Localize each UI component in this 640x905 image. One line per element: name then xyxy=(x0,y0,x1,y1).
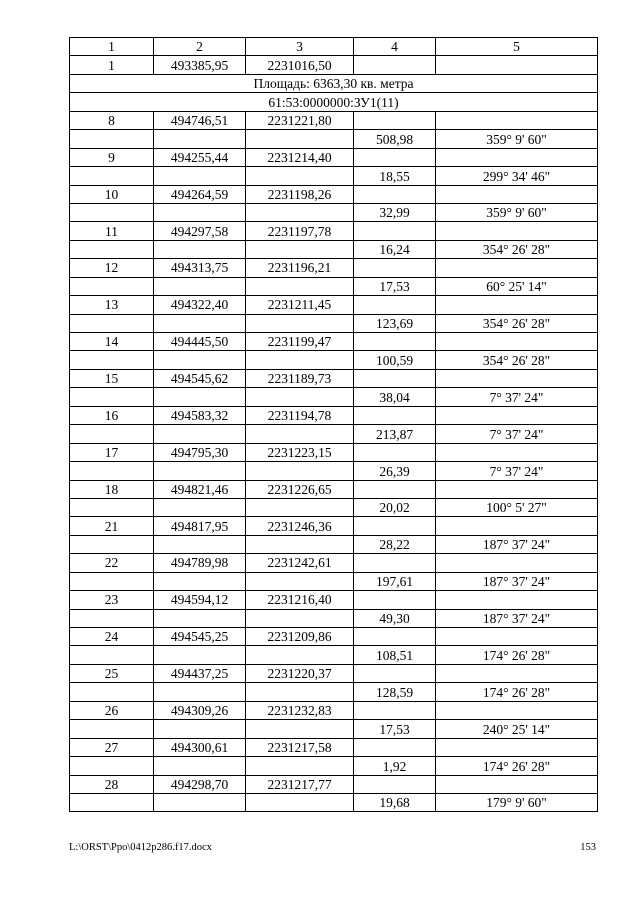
table-row xyxy=(70,259,598,277)
segment-row xyxy=(70,572,598,590)
empty-cell xyxy=(246,462,354,480)
segment-length: 49,30 xyxy=(354,609,436,627)
segment-row xyxy=(70,277,598,295)
empty-cell xyxy=(436,664,598,682)
empty-cell xyxy=(246,683,354,701)
direction-angle: 359° 9' 60" xyxy=(436,130,598,148)
x-coordinate: 494309,26 xyxy=(154,701,246,719)
empty-cell xyxy=(436,222,598,240)
point-number: 16 xyxy=(70,406,154,424)
empty-cell xyxy=(70,277,154,295)
y-coordinate: 2231232,83 xyxy=(246,701,354,719)
y-coordinate: 2231197,78 xyxy=(246,222,354,240)
empty-cell xyxy=(70,462,154,480)
header-cell: 2 xyxy=(154,38,246,56)
area-row xyxy=(70,74,598,92)
table-row xyxy=(70,591,598,609)
point-number: 24 xyxy=(70,628,154,646)
empty-cell xyxy=(436,56,598,74)
empty-cell xyxy=(436,628,598,646)
empty-cell xyxy=(354,406,436,424)
empty-cell xyxy=(154,167,246,185)
table-row xyxy=(70,554,598,572)
y-coordinate: 2231199,47 xyxy=(246,333,354,351)
header-cell: 1 xyxy=(70,38,154,56)
empty-cell xyxy=(354,259,436,277)
x-coordinate: 494298,70 xyxy=(154,775,246,793)
y-coordinate: 2231221,80 xyxy=(246,111,354,129)
segment-row xyxy=(70,498,598,516)
point-number: 12 xyxy=(70,259,154,277)
footer-file-path: L:\ORST\Ppo\0412p286.f17.docx xyxy=(69,842,212,853)
table-row xyxy=(70,185,598,203)
empty-cell xyxy=(154,683,246,701)
empty-cell xyxy=(154,757,246,775)
segment-length: 108,51 xyxy=(354,646,436,664)
segment-length: 508,98 xyxy=(354,130,436,148)
direction-angle: 7° 37' 24" xyxy=(436,425,598,443)
x-coordinate: 494817,95 xyxy=(154,517,246,535)
empty-cell xyxy=(70,425,154,443)
direction-angle: 299° 34' 46" xyxy=(436,167,598,185)
point-number: 14 xyxy=(70,333,154,351)
point-number: 18 xyxy=(70,480,154,498)
segment-length: 213,87 xyxy=(354,425,436,443)
empty-cell xyxy=(436,443,598,461)
plot-id: 61:53:0000000:ЗУ1(11) xyxy=(70,93,598,111)
empty-cell xyxy=(246,203,354,221)
segment-length: 128,59 xyxy=(354,683,436,701)
empty-cell xyxy=(354,222,436,240)
x-coordinate: 494445,50 xyxy=(154,333,246,351)
y-coordinate: 2231217,58 xyxy=(246,738,354,756)
direction-angle: 187° 37' 24" xyxy=(436,535,598,553)
segment-row xyxy=(70,130,598,148)
empty-cell xyxy=(70,351,154,369)
x-coordinate: 494255,44 xyxy=(154,148,246,166)
table-row xyxy=(70,56,598,74)
y-coordinate: 2231216,40 xyxy=(246,591,354,609)
table-row xyxy=(70,111,598,129)
empty-cell xyxy=(354,775,436,793)
table-row xyxy=(70,222,598,240)
segment-row xyxy=(70,425,598,443)
empty-cell xyxy=(246,498,354,516)
empty-cell xyxy=(154,425,246,443)
segment-row xyxy=(70,609,598,627)
point-number: 8 xyxy=(70,111,154,129)
empty-cell xyxy=(436,333,598,351)
point-number: 25 xyxy=(70,664,154,682)
empty-cell xyxy=(154,203,246,221)
header-row xyxy=(70,38,598,56)
empty-cell xyxy=(354,628,436,646)
x-coordinate: 494313,75 xyxy=(154,259,246,277)
empty-cell xyxy=(70,314,154,332)
segment-row xyxy=(70,203,598,221)
empty-cell xyxy=(70,498,154,516)
empty-cell xyxy=(354,443,436,461)
segment-length: 16,24 xyxy=(354,240,436,258)
y-coordinate: 2231220,37 xyxy=(246,664,354,682)
empty-cell xyxy=(70,757,154,775)
empty-cell xyxy=(436,591,598,609)
empty-cell xyxy=(246,609,354,627)
empty-cell xyxy=(154,646,246,664)
empty-cell xyxy=(354,664,436,682)
point-number: 15 xyxy=(70,369,154,387)
empty-cell xyxy=(154,388,246,406)
segment-length: 1,92 xyxy=(354,757,436,775)
empty-cell xyxy=(436,296,598,314)
x-coordinate: 494300,61 xyxy=(154,738,246,756)
direction-angle: 174° 26' 28" xyxy=(436,646,598,664)
segment-length: 32,99 xyxy=(354,203,436,221)
empty-cell xyxy=(354,148,436,166)
empty-cell xyxy=(70,203,154,221)
segment-length: 17,53 xyxy=(354,277,436,295)
area-label: Площадь: 6363,30 кв. метра xyxy=(70,74,598,92)
empty-cell xyxy=(154,498,246,516)
table-row xyxy=(70,480,598,498)
segment-length: 28,22 xyxy=(354,535,436,553)
x-coordinate: 494322,40 xyxy=(154,296,246,314)
direction-angle: 354° 26' 28" xyxy=(436,314,598,332)
footer-page-number: 153 xyxy=(580,842,596,853)
point-number: 27 xyxy=(70,738,154,756)
empty-cell xyxy=(70,609,154,627)
direction-angle: 354° 26' 28" xyxy=(436,351,598,369)
direction-angle: 240° 25' 14" xyxy=(436,720,598,738)
y-coordinate: 2231226,65 xyxy=(246,480,354,498)
point-number: 28 xyxy=(70,775,154,793)
empty-cell xyxy=(436,701,598,719)
segment-row xyxy=(70,535,598,553)
segment-length: 19,68 xyxy=(354,793,436,811)
empty-cell xyxy=(154,572,246,590)
header-cell: 5 xyxy=(436,38,598,56)
y-coordinate: 2231217,77 xyxy=(246,775,354,793)
empty-cell xyxy=(246,425,354,443)
empty-cell xyxy=(246,314,354,332)
point-number: 13 xyxy=(70,296,154,314)
y-coordinate: 2231209,86 xyxy=(246,628,354,646)
empty-cell xyxy=(70,720,154,738)
table-row xyxy=(70,738,598,756)
x-coordinate: 494264,59 xyxy=(154,185,246,203)
table-row xyxy=(70,701,598,719)
empty-cell xyxy=(354,554,436,572)
empty-cell xyxy=(154,535,246,553)
table-row xyxy=(70,443,598,461)
x-coordinate: 494437,25 xyxy=(154,664,246,682)
table-row xyxy=(70,296,598,314)
direction-angle: 174° 26' 28" xyxy=(436,683,598,701)
empty-cell xyxy=(246,130,354,148)
empty-cell xyxy=(70,388,154,406)
segment-row xyxy=(70,757,598,775)
segment-row xyxy=(70,462,598,480)
empty-cell xyxy=(70,646,154,664)
direction-angle: 359° 9' 60" xyxy=(436,203,598,221)
empty-cell xyxy=(436,185,598,203)
empty-cell xyxy=(354,369,436,387)
table-row xyxy=(70,333,598,351)
x-coordinate: 494545,62 xyxy=(154,369,246,387)
empty-cell xyxy=(154,720,246,738)
empty-cell xyxy=(354,480,436,498)
point-number: 11 xyxy=(70,222,154,240)
direction-angle: 7° 37' 24" xyxy=(436,388,598,406)
empty-cell xyxy=(354,185,436,203)
table-row xyxy=(70,148,598,166)
coordinates-table xyxy=(69,37,598,812)
empty-cell xyxy=(436,406,598,424)
segment-row xyxy=(70,646,598,664)
empty-cell xyxy=(154,609,246,627)
plot-id-row xyxy=(70,93,598,111)
empty-cell xyxy=(246,646,354,664)
point-number: 26 xyxy=(70,701,154,719)
empty-cell xyxy=(436,738,598,756)
table-row xyxy=(70,775,598,793)
direction-angle: 354° 26' 28" xyxy=(436,240,598,258)
empty-cell xyxy=(70,130,154,148)
empty-cell xyxy=(436,517,598,535)
empty-cell xyxy=(246,388,354,406)
x-coordinate: 494789,98 xyxy=(154,554,246,572)
point-number: 21 xyxy=(70,517,154,535)
x-coordinate: 494746,51 xyxy=(154,111,246,129)
empty-cell xyxy=(246,277,354,295)
segment-row xyxy=(70,240,598,258)
direction-angle: 187° 37' 24" xyxy=(436,609,598,627)
header-cell: 3 xyxy=(246,38,354,56)
point-number: 10 xyxy=(70,185,154,203)
point-number: 1 xyxy=(70,56,154,74)
x-coordinate: 494821,46 xyxy=(154,480,246,498)
empty-cell xyxy=(246,167,354,185)
segment-length: 38,04 xyxy=(354,388,436,406)
empty-cell xyxy=(154,462,246,480)
point-number: 22 xyxy=(70,554,154,572)
header-cell: 4 xyxy=(354,38,436,56)
x-coordinate: 493385,95 xyxy=(154,56,246,74)
table-row xyxy=(70,406,598,424)
point-number: 23 xyxy=(70,591,154,609)
table-row xyxy=(70,369,598,387)
empty-cell xyxy=(70,240,154,258)
empty-cell xyxy=(354,296,436,314)
empty-cell xyxy=(436,554,598,572)
empty-cell xyxy=(354,56,436,74)
direction-angle: 7° 37' 24" xyxy=(436,462,598,480)
segment-length: 197,61 xyxy=(354,572,436,590)
empty-cell xyxy=(154,314,246,332)
segment-length: 123,69 xyxy=(354,314,436,332)
segment-row xyxy=(70,388,598,406)
empty-cell xyxy=(70,167,154,185)
empty-cell xyxy=(436,259,598,277)
empty-cell xyxy=(436,775,598,793)
segment-length: 18,55 xyxy=(354,167,436,185)
y-coordinate: 2231196,21 xyxy=(246,259,354,277)
y-coordinate: 2231246,36 xyxy=(246,517,354,535)
empty-cell xyxy=(246,757,354,775)
y-coordinate: 2231189,73 xyxy=(246,369,354,387)
y-coordinate: 2231194,78 xyxy=(246,406,354,424)
segment-length: 17,53 xyxy=(354,720,436,738)
x-coordinate: 494583,32 xyxy=(154,406,246,424)
direction-angle: 60° 25' 14" xyxy=(436,277,598,295)
empty-cell xyxy=(70,535,154,553)
empty-cell xyxy=(246,240,354,258)
segment-row xyxy=(70,351,598,369)
empty-cell xyxy=(70,793,154,811)
empty-cell xyxy=(436,148,598,166)
direction-angle: 174° 26' 28" xyxy=(436,757,598,775)
y-coordinate: 2231016,50 xyxy=(246,56,354,74)
table-row xyxy=(70,628,598,646)
empty-cell xyxy=(154,351,246,369)
segment-row xyxy=(70,167,598,185)
empty-cell xyxy=(354,701,436,719)
empty-cell xyxy=(154,793,246,811)
segment-length: 20,02 xyxy=(354,498,436,516)
empty-cell xyxy=(436,111,598,129)
empty-cell xyxy=(354,111,436,129)
x-coordinate: 494297,58 xyxy=(154,222,246,240)
empty-cell xyxy=(154,130,246,148)
segment-length: 26,39 xyxy=(354,462,436,480)
direction-angle: 100° 5' 27" xyxy=(436,498,598,516)
table-row xyxy=(70,517,598,535)
x-coordinate: 494795,30 xyxy=(154,443,246,461)
y-coordinate: 2231211,45 xyxy=(246,296,354,314)
empty-cell xyxy=(246,793,354,811)
y-coordinate: 2231223,15 xyxy=(246,443,354,461)
empty-cell xyxy=(354,333,436,351)
direction-angle: 179° 9' 60" xyxy=(436,793,598,811)
empty-cell xyxy=(246,572,354,590)
empty-cell xyxy=(70,683,154,701)
segment-row xyxy=(70,683,598,701)
segment-row xyxy=(70,314,598,332)
segment-row xyxy=(70,720,598,738)
y-coordinate: 2231198,26 xyxy=(246,185,354,203)
empty-cell xyxy=(246,351,354,369)
x-coordinate: 494545,25 xyxy=(154,628,246,646)
direction-angle: 187° 37' 24" xyxy=(436,572,598,590)
y-coordinate: 2231242,61 xyxy=(246,554,354,572)
empty-cell xyxy=(354,738,436,756)
segment-row xyxy=(70,793,598,811)
segment-length: 100,59 xyxy=(354,351,436,369)
empty-cell xyxy=(436,480,598,498)
empty-cell xyxy=(246,720,354,738)
x-coordinate: 494594,12 xyxy=(154,591,246,609)
empty-cell xyxy=(70,572,154,590)
point-number: 17 xyxy=(70,443,154,461)
empty-cell xyxy=(436,369,598,387)
empty-cell xyxy=(354,517,436,535)
y-coordinate: 2231214,40 xyxy=(246,148,354,166)
point-number: 9 xyxy=(70,148,154,166)
empty-cell xyxy=(354,591,436,609)
empty-cell xyxy=(154,277,246,295)
empty-cell xyxy=(154,240,246,258)
empty-cell xyxy=(246,535,354,553)
table-row xyxy=(70,664,598,682)
